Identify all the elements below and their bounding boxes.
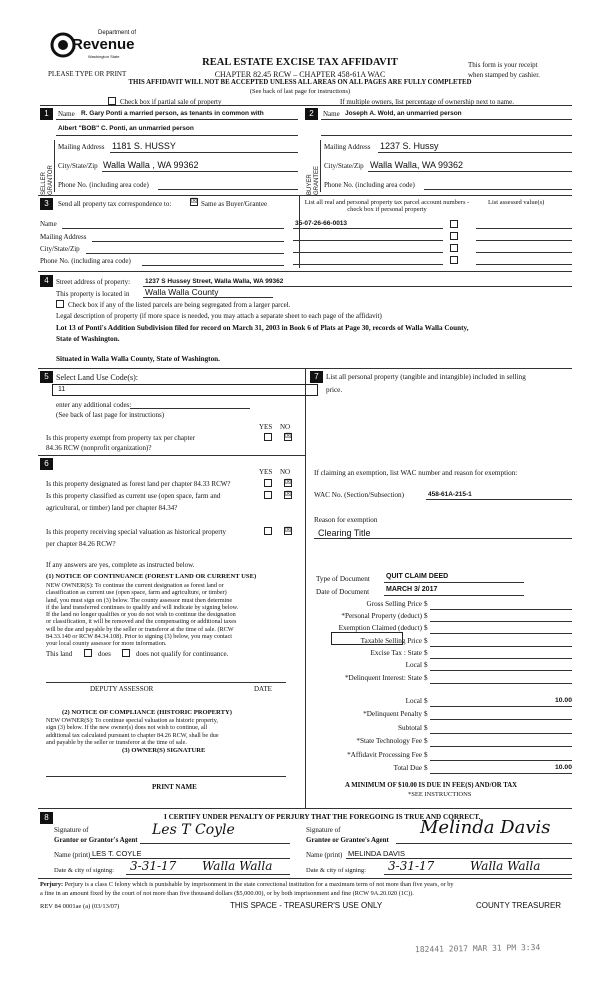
money-row-dollar: $ <box>424 697 428 705</box>
section-1-badge: 1 <box>40 108 53 120</box>
street-label: Street address of property: <box>56 278 131 286</box>
same-as-buyer-checkbox[interactable]: ☒ <box>191 198 198 205</box>
perjury-line-2: a fine in an amount fixed by the court of not more than five thousand dollars ($5,000.00), or by both imprisonment and fine (RCW 9A.20.020 (1C)). <box>40 890 414 897</box>
this-land-label: This land <box>46 650 73 658</box>
seller-side-label: SELLER GRANTOR <box>41 165 54 195</box>
form-warning: THIS AFFIDAVIT WILL NOT BE ACCEPTED UNLESS ALL AREAS ON ALL PAGES ARE FULLY COMPLETED <box>128 79 472 86</box>
section-5-badge: 5 <box>40 371 53 383</box>
money-row-dollar: $ <box>424 737 428 745</box>
section-7-badge: 7 <box>310 371 323 383</box>
doc-date-value: MARCH 3/ 2017 <box>386 586 438 593</box>
money-row <box>320 751 572 761</box>
seller-name-1: R. Gary Ponti a married person, as tenants in common with <box>81 110 264 117</box>
land-does-checkbox[interactable] <box>84 649 92 657</box>
money-row <box>320 710 572 720</box>
money-row-label: Taxable Selling Price <box>360 637 422 645</box>
form-title: REAL ESTATE EXCISE TAX AFFIDAVIT <box>202 57 398 68</box>
dor-logo-sub: Washington State <box>88 54 120 59</box>
money-row-dollar: $ <box>424 637 428 645</box>
parcel-1-personal-checkbox[interactable] <box>450 220 458 228</box>
s5-no-header: NO <box>280 423 291 431</box>
money-row-dollar: $ <box>424 751 428 759</box>
money-row-dollar: $ <box>424 612 428 620</box>
perjury-note <box>40 881 454 888</box>
money-row-dollar: $ <box>424 624 428 632</box>
notice1-line: 84.33.140 or RCW 84.34.108). Prior to signing (3) below, you may contact <box>46 633 232 641</box>
seller-phone-label: Phone No. (including area code) <box>58 181 149 189</box>
corr-phone-label: Phone No. (including area code) <box>40 257 131 265</box>
money-row-dollar: $ <box>424 764 428 772</box>
money-row-label: Gross Selling Price <box>366 600 422 608</box>
corr-mail-label: Mailing Address <box>40 233 87 241</box>
money-row <box>320 764 572 774</box>
forest-question: Is this property designated as forest land per chapter 84.33 RCW? <box>46 480 231 488</box>
grantor-city: Walla Walla <box>202 859 273 873</box>
grantor-agent-label: Grantor or Grantor's Agent <box>54 836 138 844</box>
s5-yes-header: YES <box>259 423 273 431</box>
historic-no-checkbox[interactable]: ☒ <box>285 527 292 534</box>
deputy-assessor-label: DEPUTY ASSESSOR <box>90 685 154 693</box>
grantor-signature[interactable]: Les T Coyle <box>152 822 235 838</box>
seller-mail-label: Mailing Address <box>58 143 105 151</box>
money-row <box>320 724 572 734</box>
located-label: This property is located in <box>56 290 130 298</box>
minimum-due-note: A MINIMUM OF $10.00 IS DUE IN FEE(S) AND/OR TAX <box>345 782 518 789</box>
money-row-label: Exemption Claimed (deduct) <box>338 624 422 632</box>
grantor-name-label: Name (print) <box>54 851 91 859</box>
notice-1-body <box>46 582 238 648</box>
notice1-line: NEW OWNER(S): To continue the current designation as forest land or <box>46 582 224 589</box>
located-county: Walla Walla County <box>145 287 219 297</box>
parcel-header: List all real and personal property tax parcel account numbers - check box if personal property <box>304 199 470 214</box>
segregated-checkbox[interactable] <box>56 300 64 308</box>
buyer-name: Joseph A. Wold, an unmarried person <box>345 110 462 117</box>
forest-yes-checkbox[interactable] <box>264 479 272 487</box>
money-row-dollar: $ <box>424 674 428 682</box>
notice-2-title: (2) NOTICE OF COMPLIANCE (HISTORIC PROPERTY) <box>62 709 232 716</box>
notice1-line: classification as current use (open space, farm and agriculture, or timber) <box>46 589 227 597</box>
land-does-not-checkbox[interactable] <box>122 649 130 657</box>
notice-1-title: (1) NOTICE OF CONTINUANCE (FOREST LAND OR CURRENT USE) <box>46 573 257 580</box>
notice2-line: and payable by the seller or transferor at the time of sale. <box>46 738 187 746</box>
buyer-name-label: Name <box>323 110 340 118</box>
situated-line: Situated in Walla Walla County, State of Washington. <box>56 355 220 363</box>
form-chapter: CHAPTER 82.45 RCW – CHAPTER 458-61A WAC <box>214 70 386 79</box>
historic-question: Is this property receiving special valuation as historical property <box>46 528 227 536</box>
notice1-line: will be due and payable by the seller or transferor at the time of sale. (RCW <box>46 625 234 633</box>
money-row <box>320 737 572 747</box>
section-8-badge: 8 <box>40 812 53 824</box>
exempt-no-checkbox[interactable]: ☒ <box>285 433 292 440</box>
money-row-value[interactable]: 10.00 <box>554 697 572 704</box>
parcel-3-personal-checkbox[interactable] <box>450 244 458 252</box>
notice1-line: your local county assessor for more information. <box>46 640 167 648</box>
current-use-no-checkbox[interactable]: ☒ <box>285 491 292 498</box>
grantor-sig-label: Signature of <box>54 826 89 834</box>
parcel-number: 35-07-26-66-0013 <box>295 220 348 227</box>
money-row-dollar: $ <box>424 600 428 608</box>
buyer-city: Walla Walla, WA 99362 <box>370 160 464 170</box>
historic-question-2: per chapter 84.26 RCW? <box>46 540 116 548</box>
land-use-code-field[interactable] <box>52 384 318 396</box>
grantor-name: LES T. COYLE <box>92 849 142 858</box>
seller-mail: 1181 S. HUSSY <box>112 141 176 151</box>
notice1-line: land, you must sign on (3) below. The county assessor must then determine <box>46 596 233 604</box>
exempt-question: Is this property exempt from property tax per chapter <box>46 434 195 442</box>
notice2-line: sign (3) below. If the new owner(s) does not wish to continue, all <box>46 724 208 732</box>
current-use-question-2: agricultural, or timber) land per chapter 84.34? <box>46 504 178 512</box>
doc-date-label: Date of Document <box>316 588 370 596</box>
form-revision: REV 84 0001ae (a) (03/13/07) <box>40 903 120 910</box>
buyer-city-label: City/State/Zip <box>324 162 364 170</box>
print-name-label: PRINT NAME <box>152 783 197 791</box>
assessed-header: List assessed value(s) <box>488 199 545 206</box>
partial-sale-label: Check box if partial sale of property <box>120 98 222 106</box>
receipt-note-1: This form is your receipt <box>468 61 538 69</box>
buyer-mail-label: Mailing Address <box>324 143 371 151</box>
street-address: 1237 S Hussey Street, Walla Walla, WA 99362 <box>145 278 284 285</box>
money-row-label: Subtotal <box>398 724 422 732</box>
current-use-question: Is this property classified as current use (open space, farm and <box>46 492 221 500</box>
grantee-date-city-label: Date & city of signing: <box>306 867 366 874</box>
see-back: (See back of last page for instructions) <box>249 88 351 95</box>
notice2-line: NEW OWNER(S): To continue special valuation as historic property, <box>46 717 218 724</box>
section-4-badge: 4 <box>40 275 53 287</box>
notice-2-body <box>46 717 219 746</box>
section-3-badge: 3 <box>40 198 53 210</box>
segregated-label: Check box if any of the listed parcels are being segregated from a larger parcel. <box>68 301 291 309</box>
if-yes-note: If any answers are yes, complete as instructed below. <box>46 561 195 569</box>
buyer-phone-label: Phone No. (including area code) <box>324 181 415 189</box>
personal-property-label-2: price. <box>326 386 343 394</box>
money-row-dollar: $ <box>424 649 428 657</box>
treasurer-use-note: THIS SPACE - TREASURER'S USE ONLY <box>230 901 383 910</box>
local-tax-box[interactable] <box>331 632 403 645</box>
grantee-name: MELINDA DAVIS <box>348 849 405 858</box>
historic-yes-checkbox[interactable] <box>264 527 272 535</box>
dor-logo-name: Revenue <box>72 36 135 53</box>
money-row <box>320 600 572 610</box>
seller-city-label: City/State/Zip <box>58 162 98 170</box>
buyer-side-label: BUYER GRANTEE <box>307 165 320 195</box>
notice2-line: additional tax calculated pursuant to chapter 84.26 RCW, shall be due <box>46 731 219 739</box>
reason-value: Clearing Title <box>318 528 371 538</box>
s6-no-header: NO <box>280 468 291 476</box>
dor-logo-dept: Department of <box>98 30 137 36</box>
wac-label: WAC No. (Section/Subsection) <box>314 491 405 499</box>
partial-sale-checkbox[interactable] <box>108 97 116 105</box>
seller-name-label: Name <box>58 110 75 118</box>
land-use-see-back: (See back of last page for instructions) <box>56 411 165 419</box>
legal-line-1: Lot 13 of Ponti's Addition Subdivision filed for record on March 31, 2003 in Book 6 of Plats at Page 30, records of Walla Walla County, <box>56 324 469 332</box>
notice1-line: If the land no longer qualifies or you do not wish to continue the designation <box>46 611 236 619</box>
perjury-label: Perjury: <box>40 881 64 888</box>
money-row-label: *Delinquent Interest: State <box>344 674 422 682</box>
claim-exemption-label: If claiming an exemption, list WAC number and reason for exemption: <box>314 469 518 477</box>
money-row-label: Local <box>405 697 422 705</box>
section-6-badge: 6 <box>40 458 53 470</box>
exempt-question-2: 84.36 RCW (nonprofit organization)? <box>46 444 152 452</box>
send-correspondence-label: Send all property tax correspondence to: <box>58 200 172 208</box>
s6-yes-header: YES <box>259 468 273 476</box>
land-does-not-label: does not qualify for continuance. <box>136 650 229 658</box>
owner-signature-label: (3) OWNER(S) SIGNATURE <box>122 747 206 754</box>
parcel-4-personal-checkbox[interactable] <box>450 256 458 264</box>
perjury-line-1: Perjury is a class C felony which is punishable by imprisonment in the state correctional institution for a maximum term of not more than five years, or by <box>64 881 454 888</box>
notice1-line: or classification, it will be removed and the compensating or additional taxes <box>46 618 237 626</box>
money-row <box>320 649 572 659</box>
personal-property-label: List all personal property (tangible and intangible) included in selling <box>326 373 526 381</box>
land-use-code: 11 <box>58 386 66 393</box>
deputy-date-label: DATE <box>254 685 272 693</box>
legal-line-2: State of Washington. <box>56 335 120 343</box>
receipt-note-2: when stamped by cashier. <box>468 71 540 79</box>
doc-type-value: QUIT CLAIM DEED <box>386 573 449 580</box>
money-row <box>320 697 572 707</box>
grantee-agent-label: Grantee or Grantee's Agent <box>306 836 389 844</box>
money-row-dollar: $ <box>424 710 428 718</box>
money-row-dollar: $ <box>424 661 428 669</box>
grantee-signature[interactable]: Melinda Davis <box>420 817 551 838</box>
recording-stamp: 182441 2017 MAR 31 PM 3:34 <box>414 942 541 955</box>
section-2-badge: 2 <box>305 108 318 120</box>
certify-statement: I CERTIFY UNDER PENALTY OF PERJURY THAT THE FOREGOING IS TRUE AND CORRECT. <box>164 813 481 821</box>
grantee-city: Walla Walla <box>470 859 541 873</box>
grantee-date: 3-31-17 <box>388 859 435 873</box>
grantor-date-city-label: Date & city of signing: <box>54 867 114 874</box>
money-row-dollar: $ <box>424 724 428 732</box>
additional-codes-label: enter any additional codes: <box>56 401 132 409</box>
notice1-line: if the land transferred continues to qualify and will indicate by signing below. <box>46 603 239 611</box>
money-row-label: *Delinquent Penalty <box>363 710 422 718</box>
money-row <box>320 612 572 622</box>
money-row-label: *Affidavit Processing Fee <box>347 751 422 759</box>
reason-label: Reason for exemption <box>314 516 378 524</box>
money-row <box>320 674 572 684</box>
corr-name-label: Name <box>40 220 57 228</box>
grantor-date: 3-31-17 <box>130 859 177 873</box>
money-row <box>320 661 572 671</box>
money-row-label: Local <box>405 661 422 669</box>
land-use-select-label: Select Land Use Code(s): <box>56 373 138 382</box>
see-instructions-note: *SEE INSTRUCTIONS <box>408 791 472 798</box>
money-row-label: Excise Tax : State <box>370 649 422 657</box>
current-use-yes-checkbox[interactable] <box>264 491 272 499</box>
multiple-owners-note: If multiple owners, list percentage of ownership next to name. <box>340 98 514 106</box>
doc-type-label: Type of Document <box>316 575 370 583</box>
grantee-name-label: Name (print) <box>306 851 343 859</box>
seller-city: Walla Walla , WA 99362 <box>103 160 199 170</box>
forest-no-checkbox[interactable]: ☒ <box>285 479 292 486</box>
same-as-buyer-label: Same as Buyer/Grantee <box>201 200 268 208</box>
land-does-label: does <box>98 650 111 658</box>
please-type: PLEASE TYPE OR PRINT <box>48 70 127 78</box>
money-row-label: *State Technology Fee <box>356 737 422 745</box>
legal-label: Legal description of property (if more space is needed, you may attach a separate sheet to each page of the affidavit) <box>56 312 382 320</box>
county-treasurer-label: COUNTY TREASURER <box>476 901 562 910</box>
grantee-sig-label: Signature of <box>306 826 341 834</box>
exempt-yes-checkbox[interactable] <box>264 433 272 441</box>
money-row-label: *Personal Property (deduct) <box>341 612 422 620</box>
money-row-label: Total Due <box>393 764 422 772</box>
seller-name-2: Albert "BOB" C. Ponti, an unmarried person <box>58 125 194 132</box>
corr-city-label: City/State/Zip <box>40 245 80 253</box>
wac-number: 458-61A-215-1 <box>428 491 472 498</box>
money-row-value[interactable]: 10.00 <box>554 764 572 771</box>
parcel-2-personal-checkbox[interactable] <box>450 232 458 240</box>
buyer-mail: 1237 S. Hussy <box>380 141 439 151</box>
